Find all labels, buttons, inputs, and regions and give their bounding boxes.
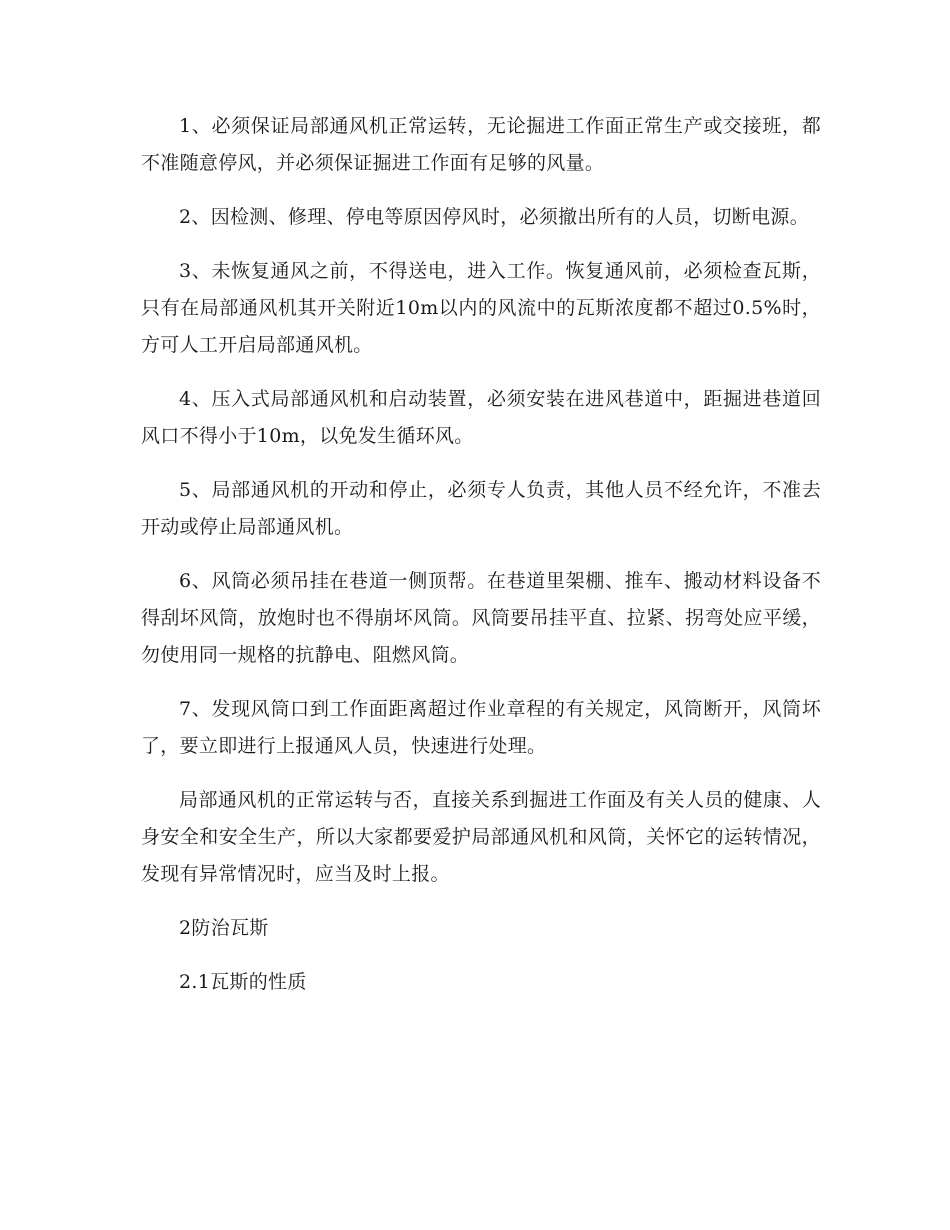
paragraph-7: 7、发现风筒口到工作面距离超过作业章程的有关规定，风筒断开，风筒坏了，要立即进行上报通风人员，快速进行处理。: [141, 698, 821, 757]
section-heading: 2防治瓦斯: [179, 917, 269, 939]
document-body: [141, 108, 821, 1018]
subsection-heading: 2.1瓦斯的性质: [179, 971, 307, 993]
paragraph-1: 1、必须保证局部通风机正常运转，无论掘进工作面正常生产或交接班，都不准随意停风，并必须保证掘进工作面有足够的风量。: [141, 115, 821, 174]
paragraph-3: 3、未恢复通风之前，不得送电，进入工作。恢复通风前，必须检查瓦斯，只有在局部通风机其开关附近10m以内的风流中的瓦斯浓度都不超过0.5%时，方可人工开启局部通风机。: [141, 260, 821, 356]
paragraph-6: 6、风筒必须吊挂在巷道一侧顶帮。在巷道里架棚、推车、搬动材料设备不得刮坏风筒，放炮时也不得崩坏风筒。风筒要吊挂平直、拉紧、拐弯处应平缓，勿使用同一规格的抗静电、阻燃风筒。: [141, 570, 821, 666]
paragraph-4: 4、压入式局部通风机和启动装置，必须安装在进风巷道中，距掘进巷道回风口不得小于10m，以免发生循环风。: [141, 388, 821, 447]
paragraph-5: 5、局部通风机的开动和停止，必须专人负责，其他人员不经允许，不准去开动或停止局部通风机。: [141, 479, 821, 538]
paragraph-2: 2、因检测、修理、停电等原因停风时，必须撤出所有的人员，切断电源。: [179, 206, 809, 228]
paragraph-summary: 局部通风机的正常运转与否，直接关系到掘进工作面及有关人员的健康、人身安全和安全生产，所以大家都要爱护局部通风机和风筒，关怀它的运转情况，发现有异常情况时，应当及时上报。: [141, 789, 821, 885]
